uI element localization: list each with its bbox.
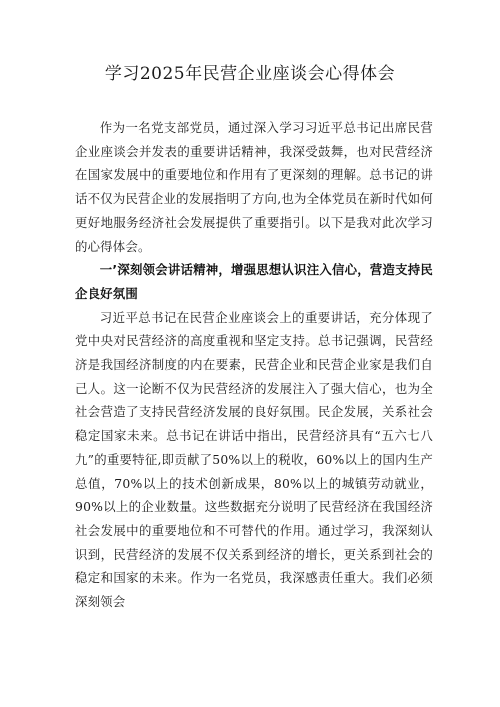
section-1-heading: 一’深刻领会讲话精神，增强思想认识注入信心，营造支持民企良好氛围 <box>75 262 433 301</box>
document-body <box>75 116 433 614</box>
intro-paragraph: 作为一名党支部党员，通过深入学习习近平总书记出席民营企业座谈会并发表的重要讲话精神，我深受鼓舞，也对民营经济在国家发展中的重要地位和作用有了更深刻的理解。总书记的讲话不仅为民营企业的发展指明了方向,也为全体党员在新时代如何更好地服务经济社会发展提供了重要指引。以下是我对此次学习的心得体会。 <box>75 120 433 254</box>
document-title: 学习2025年民营企业座谈会心得体会 <box>104 64 396 84</box>
section-1-paragraph: 习近平总书记在民营企业座谈会上的重要讲话，充分体现了党中央对民营经济的高度重视和坚定支持。总书记强调，民营经济是我国经济制度的内在要素，民营企业和民营企业家是我们自己人。这一论断不仅为民营经济的发展注入了强大信心，也为全社会营造了支持民营经济发展的良好氛围。民企发展，关系社会稳定国家未来。总书记在讲话中指出，民营经济具有“五六七八九”的重要特征,即贡献了50%以上的税收，60%以上的国内生产总值，70%以上的技术创新成果，80%以上的城镇劳动就业，90%以上的企业数量。这些数据充分说明了民营经济在我国经济社会发展中的重要地位和不可替代的作用。通过学习，我深刻认识到，民营经济的发展不仅关系到经济的增长，更关系到社会的稳定和国家的未来。作为一名党员，我深感责任重大。我们必须深刻领会 <box>75 309 433 610</box>
